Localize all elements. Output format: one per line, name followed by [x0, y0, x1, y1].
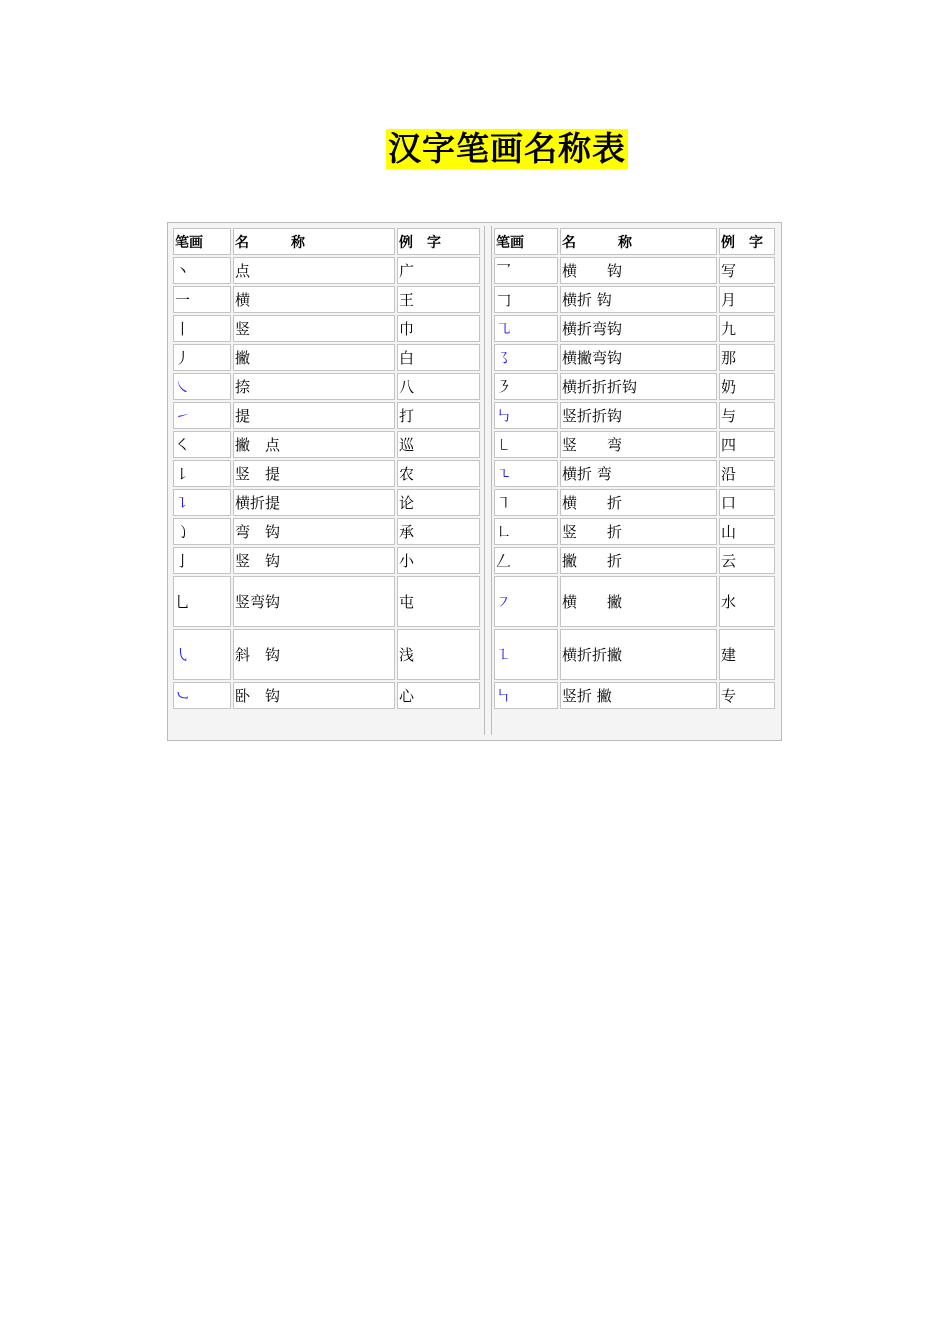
name-cell: 撇 折: [560, 547, 717, 574]
name-cell: 捺: [233, 373, 395, 400]
table-row: [173, 431, 480, 458]
stroke-cell: 乛: [494, 257, 558, 284]
name-cell: 横 钩: [560, 257, 717, 284]
table-row: [494, 576, 775, 627]
name-cell: 横折提: [233, 489, 395, 516]
stroke-cell: ㇞: [494, 682, 558, 709]
stroke-cell: ㇌: [494, 344, 558, 371]
name-cell: 横折 弯: [560, 460, 717, 487]
table-row: [173, 315, 480, 342]
header-name: 名 称: [560, 228, 717, 255]
example-cell: 白: [397, 344, 480, 371]
stroke-cell: ㇀: [173, 402, 231, 429]
name-cell: 竖折 撇: [560, 682, 717, 709]
name-cell: 撇: [233, 344, 395, 371]
example-cell: 山: [719, 518, 775, 545]
stroke-cell: ㇁: [173, 518, 231, 545]
name-cell: 竖 钩: [233, 547, 395, 574]
stroke-cell: ㇋: [494, 373, 558, 400]
example-cell: 农: [397, 460, 480, 487]
stroke-cell: ㇂: [173, 629, 231, 680]
stroke-cell: 𠃌: [494, 286, 558, 313]
table-row: [494, 460, 775, 487]
table-row: [173, 576, 480, 627]
table-row: [173, 489, 480, 516]
example-cell: 屯: [397, 576, 480, 627]
stroke-cell: 丶: [173, 257, 231, 284]
stroke-cell: 一: [173, 286, 231, 313]
table-header-row: [173, 228, 480, 255]
stroke-cell: 丨: [173, 315, 231, 342]
name-cell: 竖折折钩: [560, 402, 717, 429]
name-cell: 横 折: [560, 489, 717, 516]
stroke-cell: 𠃋: [494, 547, 558, 574]
name-cell: 竖: [233, 315, 395, 342]
stroke-cell: 亅: [173, 547, 231, 574]
stroke-cell: ㇍: [494, 460, 558, 487]
left-table: [171, 226, 482, 711]
table-row: [494, 431, 775, 458]
example-cell: 王: [397, 286, 480, 313]
stroke-cell: ㇕: [494, 489, 558, 516]
header-example: 例 字: [397, 228, 480, 255]
example-cell: 口: [719, 489, 775, 516]
table-row: [494, 344, 775, 371]
example-cell: 云: [719, 547, 775, 574]
name-cell: 竖弯钩: [233, 576, 395, 627]
table-row: [173, 402, 480, 429]
header-stroke: 笔画: [173, 228, 231, 255]
stroke-cell: 丿: [173, 344, 231, 371]
table-row: [494, 402, 775, 429]
example-cell: 八: [397, 373, 480, 400]
stroke-cell: ㇅: [494, 629, 558, 680]
table-row: [173, 257, 480, 284]
example-cell: 建: [719, 629, 775, 680]
example-cell: 九: [719, 315, 775, 342]
name-cell: 竖 弯: [560, 431, 717, 458]
example-cell: 巡: [397, 431, 480, 458]
table-row: [494, 257, 775, 284]
name-cell: 提: [233, 402, 395, 429]
example-cell: 那: [719, 344, 775, 371]
example-cell: 承: [397, 518, 480, 545]
name-cell: 点: [233, 257, 395, 284]
stroke-cell: ㇈: [494, 315, 558, 342]
example-cell: 水: [719, 576, 775, 627]
stroke-cell: ㇗: [494, 518, 558, 545]
example-cell: 广: [397, 257, 480, 284]
table-row: [173, 518, 480, 545]
name-cell: 横折 钩: [560, 286, 717, 313]
stroke-cell: ㇉: [494, 402, 558, 429]
stroke-cell: ㇊: [173, 489, 231, 516]
example-cell: 沿: [719, 460, 775, 487]
example-cell: 心: [397, 682, 480, 709]
example-cell: 论: [397, 489, 480, 516]
table-row: [173, 286, 480, 313]
table-row: [173, 547, 480, 574]
name-cell: 竖 提: [233, 460, 395, 487]
example-cell: 浅: [397, 629, 480, 680]
table-row: [173, 373, 480, 400]
table-row: [494, 518, 775, 545]
example-cell: 专: [719, 682, 775, 709]
name-cell: 横: [233, 286, 395, 313]
table-row: [173, 682, 480, 709]
table-divider: [484, 226, 492, 735]
name-cell: 斜 钩: [233, 629, 395, 680]
name-cell: 卧 钩: [233, 682, 395, 709]
example-cell: 奶: [719, 373, 775, 400]
header-name: 名 称: [233, 228, 395, 255]
header-example: 例 字: [719, 228, 775, 255]
table-row: [494, 373, 775, 400]
stroke-cell: ㇙: [173, 460, 231, 487]
table-row: [494, 286, 775, 313]
right-table: [492, 226, 777, 711]
name-cell: 横撇弯钩: [560, 344, 717, 371]
name-cell: 横折折撇: [560, 629, 717, 680]
name-cell: 横 撇: [560, 576, 717, 627]
header-stroke: 笔画: [494, 228, 558, 255]
table-row: [494, 547, 775, 574]
stroke-cell: ㇄: [494, 431, 558, 458]
name-cell: 竖 折: [560, 518, 717, 545]
example-cell: 巾: [397, 315, 480, 342]
stroke-cell: ㇛: [173, 431, 231, 458]
stroke-cell: 乚: [173, 576, 231, 627]
table-row: [173, 344, 480, 371]
table-row: [494, 315, 775, 342]
table-row: [494, 682, 775, 709]
name-cell: 弯 钩: [233, 518, 395, 545]
table-row: [494, 629, 775, 680]
example-cell: 与: [719, 402, 775, 429]
table-row: [173, 629, 480, 680]
table-row: [494, 489, 775, 516]
name-cell: 横折弯钩: [560, 315, 717, 342]
table-header-row: [494, 228, 775, 255]
name-cell: 撇 点: [233, 431, 395, 458]
example-cell: 打: [397, 402, 480, 429]
page-title: 汉字笔画名称表: [388, 129, 626, 168]
name-cell: 横折折折钩: [560, 373, 717, 400]
example-cell: 小: [397, 547, 480, 574]
example-cell: 月: [719, 286, 775, 313]
stroke-cell: ㇏: [173, 373, 231, 400]
stroke-cell: ㇃: [173, 682, 231, 709]
example-cell: 写: [719, 257, 775, 284]
stroke-cell: ㇇: [494, 576, 558, 627]
stroke-table: [167, 222, 782, 741]
example-cell: 四: [719, 431, 775, 458]
table-row: [173, 460, 480, 487]
